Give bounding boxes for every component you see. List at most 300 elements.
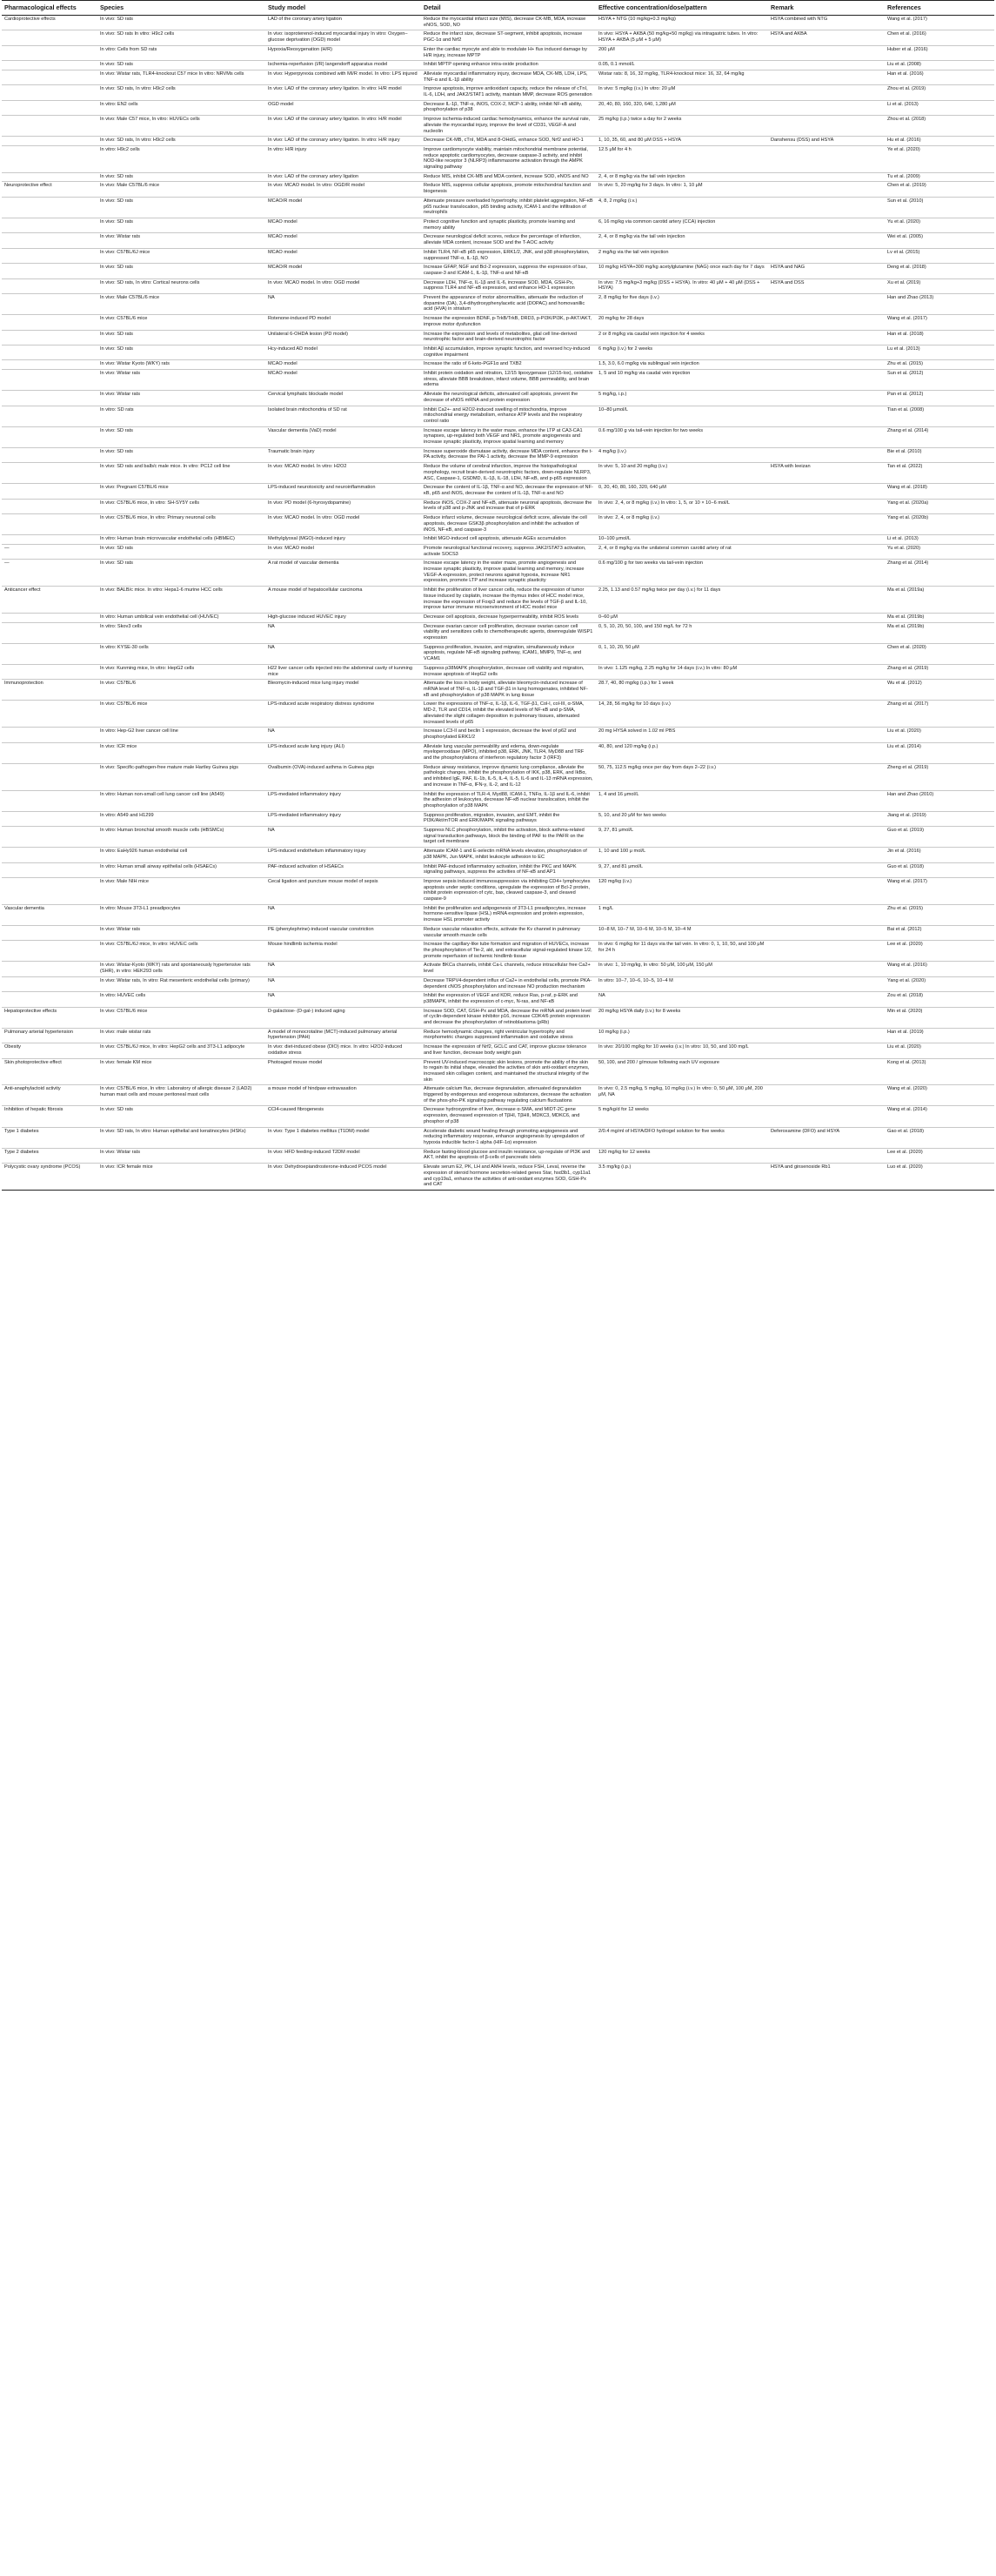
cell-reference: Kong et al. (2013): [885, 1058, 994, 1085]
cell-species: In vivo: female KM mice: [97, 1058, 265, 1085]
cell-detail: Attenuate ICAM-1 and E-selectin mRNA levels elevation, phosphorylation of p38 MAPK, Jun MAPK, inhibit leukocyte adhesion to EC: [421, 848, 596, 862]
cell-pharmacological-effect: [2, 278, 97, 293]
cell-reference: Sun et al. (2012): [885, 370, 994, 391]
cell-detail: Alleviate the neurological deficits, attenuated cell apoptosis, prevent the decrease of eNOS mRNA and protein expression: [421, 391, 596, 406]
cell-effective-dose: In vivo: HSYA + AKBA (50 mg/kg+50 mg/kg) via intragastric tubes. In vitro: HSYA + AKBA (5 μM + 5 μM): [596, 30, 768, 45]
cell-study-model: OGD model: [265, 100, 421, 115]
table-row: [2, 360, 994, 370]
table-row: [2, 370, 994, 391]
cell-species: In vivo: Wistar-Kyoto (WKY) rats and spontaneously hypertensive rats (SHR), in vitro: HEK293 cells: [97, 962, 265, 976]
cell-study-model: LPS-induced acute respiratory distress syndrome: [265, 701, 421, 728]
table-row: [2, 16, 994, 30]
cell-species: In vitro: Human brain microvascular endothelial cells (HBMEC): [97, 535, 265, 545]
cell-effective-dose: 28.7, 40, 80 mg/kg (i.p.) for 1 week: [596, 680, 768, 701]
cell-species: In vitro: Human umbilical vein endothelial cell (HUVEC): [97, 613, 265, 622]
cell-detail: Reduce hemodynamic changes, right ventricular hypertrophy and morphometric changes suppressed inflammation and oxidative stress: [421, 1028, 596, 1043]
cell-species: In vivo: SD rats: [97, 560, 265, 587]
cell-reference: Wang et al. (2017): [885, 16, 994, 30]
cell-species: In vivo: Kunming mice, In vitro: HepG2 cells: [97, 664, 265, 679]
cell-species: In vivo: C57BL/6J mice, In vitro: HepG2 cells and 3T3-L1 adipocyte: [97, 1043, 265, 1058]
cell-effective-dose: HSYA + NTG (10 mg/kg+0.3 mg/kg): [596, 16, 768, 30]
cell-study-model: Mouse hindlimb ischemia model: [265, 941, 421, 962]
header-row: [2, 1, 994, 16]
cell-study-model: In vivo: MCAO model: [265, 544, 421, 559]
cell-species: In vivo: Wistar Kyoto (WKY) rats: [97, 360, 265, 370]
cell-detail: Suppress NLC phosphorylation, inhibit the activation, block asthma-related signal transduction pathways, block the binding of PAF to the PAFR on the target cell membrane: [421, 827, 596, 848]
cell-species: In vitro: Cells from SD rats: [97, 45, 265, 60]
cell-detail: Reduce airway resistance, improve dynamic lung compliance, alleviate the pathologic changes, inhibit the phosphorylation of IKK, p38, ERK, and IkBα, and inhibited IgE, PAF, IL-1b, IL-5, IL-4, IL-5, IL-6 and IL-13 mRNA expression, and increase in TNF-α, IFN-γ, IL-2, and IL-12: [421, 763, 596, 790]
cell-detail: Attenuate the loss in body weight, alleviate bleomycin-induced increase of mRNA level of TNF-α, IL-1β and TGF-β1 in lung homogenates, inhibited NF-κB and phosphorylation of p38 MAPK in lung tissue: [421, 680, 596, 701]
cell-study-model: MCAO model: [265, 360, 421, 370]
table-row: [2, 197, 994, 218]
cell-remark: [768, 544, 885, 559]
cell-study-model: Photoaged mouse model: [265, 1058, 421, 1085]
cell-pharmacological-effect: [2, 330, 97, 345]
cell-remark: [768, 1043, 885, 1058]
table-row: [2, 233, 994, 248]
table-row: [2, 848, 994, 862]
cell-remark: [768, 1058, 885, 1085]
cell-reference: Wang et al. (2017): [885, 877, 994, 904]
table-row: [2, 728, 994, 742]
cell-effective-dose: 1.5, 3.0, 6.0 mg/kg via sublingual vein injection: [596, 360, 768, 370]
cell-study-model: a mouse model of hindpaw extravasation: [265, 1085, 421, 1106]
cell-detail: Inhibit MGO-induced cell apoptosis, attenuate AGEs accumulation: [421, 535, 596, 545]
cell-reference: Tian et al. (2008): [885, 406, 994, 426]
cell-pharmacological-effect: [2, 664, 97, 679]
cell-pharmacological-effect: [2, 315, 97, 330]
table-row: [2, 1028, 994, 1043]
cell-pharmacological-effect: [2, 848, 97, 862]
cell-remark: [768, 763, 885, 790]
cell-remark: [768, 406, 885, 426]
cell-study-model: In vivo: diet-induced obese (DIO) mice. In vitro: H2O2-induced oxidative stress: [265, 1043, 421, 1058]
cell-species: In vivo: C57BL/6 mice, In vitro: Laboratory of allergic disease 2 (LAD2) human mast cells and mouse peritoneal mast cells: [97, 1085, 265, 1106]
cell-species: In vivo: SD rats: [97, 197, 265, 218]
table-row: [2, 116, 994, 137]
cell-remark: [768, 862, 885, 877]
cell-remark: [768, 962, 885, 976]
cell-remark: [768, 370, 885, 391]
cell-effective-dose: NA: [596, 992, 768, 1007]
cell-remark: [768, 426, 885, 447]
cell-pharmacological-effect: Inhibition of hepatic fibrosis: [2, 1106, 97, 1127]
cell-reference: Lee et al. (2020): [885, 1148, 994, 1163]
cell-detail: Inhibit Aβ accumulation, improve synaptic function, and reversed hcy-induced cognitive impairment: [421, 345, 596, 359]
cell-study-model: MCAO/R model: [265, 264, 421, 278]
cell-detail: Reduce fasting-blood glucose and insulin resistance, up-regulate of PI3K and AKT, inhibit the apoptosis of β-cells of pancreatic islets: [421, 1148, 596, 1163]
cell-species: In vitro: EaHy926 human endothelial cell: [97, 848, 265, 862]
cell-pharmacological-effect: [2, 345, 97, 359]
cell-reference: Liu et al. (2020): [885, 728, 994, 742]
table-row: [2, 664, 994, 679]
cell-study-model: In vivo: HFD feeding-induced T2DM model: [265, 1148, 421, 1163]
cell-study-model: In vivo: isoproterenol-induced myocardial injury In vitro: Oxygen–glucose deprivation (OGD) model: [265, 30, 421, 45]
cell-reference: Lee et al. (2020): [885, 941, 994, 962]
cell-species: In vivo: BALB/c mice. In vitro: Hepa1-6 murine HCC cells: [97, 587, 265, 614]
cell-study-model: Hcy-induced AD model: [265, 345, 421, 359]
cell-reference: Zhou et al. (2018): [885, 116, 994, 137]
cell-effective-dose: 20, 40, 80, 160, 320, 640, 1,280 μM: [596, 100, 768, 115]
cell-study-model: Methylglyoxal (MGO)-induced injury: [265, 535, 421, 545]
cell-study-model: LPS-mediated inflammatory injury: [265, 811, 421, 826]
table-row: [2, 484, 994, 499]
cell-reference: Chen et al. (2016): [885, 30, 994, 45]
cell-study-model: NA: [265, 294, 421, 315]
cell-reference: Chen et al. (2019): [885, 182, 994, 197]
cell-species: In vitro: Human small airway epithelial cells (HSAECs): [97, 862, 265, 877]
cell-detail: Elevate serum E2, PK, LH and AMH levels, reduce FSH, Leval, reverse the expression of steroid hormone secretion-related genes Star, hsd3b1, cyp11a1 and cyp19a1, enhance the activities of anti-oxidant enzymes SOD, GSH-Px and CAT: [421, 1164, 596, 1191]
cell-pharmacological-effect: Anti-anaphylactoid activity: [2, 1085, 97, 1106]
cell-species: In vitro: Human non-small cell lung cancer cell line (A549): [97, 790, 265, 811]
cell-effective-dose: 5 mg/kg, i.p.): [596, 391, 768, 406]
cell-remark: [768, 904, 885, 925]
cell-effective-dose: In vivo: 7.5 mg/kg+3 mg/kg (DSS + HSYA). In vitro: 40 μM + 40 μM (DSS + HSYA): [596, 278, 768, 293]
cell-effective-dose: In vivo: 5 mg/kg (i.v.) In vitro: 20 μM: [596, 85, 768, 100]
table-row: [2, 1106, 994, 1127]
cell-reference: Ma et al. (2019a): [885, 587, 994, 614]
table-row: [2, 1164, 994, 1191]
cell-species: In vivo: Wistar rats: [97, 233, 265, 248]
cell-remark: [768, 499, 885, 513]
cell-species: In vivo: SD rats: [97, 61, 265, 70]
header-pharmacological-effects: Pharmacological effects: [2, 1, 97, 16]
cell-reference: Han et al. (2016): [885, 70, 994, 84]
table-row: [2, 1085, 994, 1106]
cell-reference: Liu et al. (2020): [885, 1043, 994, 1058]
cell-detail: Enter the cardiac myocyte and able to modulate H+ flux induced damage by H/R injury, increase MPTP: [421, 45, 596, 60]
cell-reference: Wang et al. (2017): [885, 315, 994, 330]
cell-reference: Ma et al. (2019b): [885, 613, 994, 622]
cell-detail: Increase the capillary-like tube formation and migration of HUVECs, increase the phosphorylation of Tie-2, akt, and extracellular signal-regulated kinase 1/2, promote reperfusion of ischemic hindlimb tissue: [421, 941, 596, 962]
cell-detail: Lower the expressions of TNF-α, IL-1β, IL-6, TGF-β1, Col-I, col-III, α-SMA, MD-2, TLR and CD14, inhibit the elevated levels of NF-κB and p-SMA, alleviated the slight collagen deposition in pulmonary tissues, attenuated increased levels of p65: [421, 701, 596, 728]
table-row: [2, 499, 994, 513]
cell-detail: Improve cardiomyocyte viability, maintain mitochondrial membrane potential, reduce apoptotic cardiomyocytes, decrease caspase-3 activity, and inhibit NOD-like receptor 3 (NLRP3) inflammasome activation through the AMPK signaling pathway: [421, 145, 596, 172]
cell-remark: [768, 941, 885, 962]
table-row: [2, 587, 994, 614]
cell-reference: Min et al. (2020): [885, 1007, 994, 1028]
table-row: [2, 941, 994, 962]
cell-detail: Decrease IL-1β, TNF-α, iNOS, COX-2, MCP-1 ability, inhibit NF-κB ability, phosphorylation of p38: [421, 100, 596, 115]
cell-detail: Inhibit the expression of TLR-4, Myd88, ICAM-1, TNFα, IL-1β and IL-6, inhibit the adhesion of leukocytes, decrease NF-κB nuclear translocation, inhibit the phosphorylation of p38 MAPK: [421, 790, 596, 811]
cell-study-model: PAF-induced activation of HSAECs: [265, 862, 421, 877]
cell-effective-dose: 10–100 μmol/L: [596, 535, 768, 545]
table-row: [2, 294, 994, 315]
cell-pharmacological-effect: Cardioprotective effects: [2, 16, 97, 30]
cell-reference: Gao et al. (2018): [885, 1127, 994, 1148]
table-row: [2, 514, 994, 535]
cell-study-model: LPS-mediated inflammatory injury: [265, 790, 421, 811]
cell-species: In vitro: SD rats: [97, 406, 265, 426]
cell-species: In vivo: Male C57 mice, In vitro: HUVECs cells: [97, 116, 265, 137]
cell-pharmacological-effect: [2, 406, 97, 426]
cell-pharmacological-effect: [2, 370, 97, 391]
cell-reference: Zhang et al. (2014): [885, 560, 994, 587]
cell-detail: Alleviate myocardial inflammatory injury, decrease MDA, CK-MB, LDH, LPS, TNF-α and IL-1β ability: [421, 70, 596, 84]
cell-effective-dose: 20 mg HYSA solved in 1.02 ml PBS: [596, 728, 768, 742]
cell-detail: Suppress p38MAPK phosphorylation, decrease cell viability and migration, increase apoptosis of HepG2 cells: [421, 664, 596, 679]
table-row: [2, 315, 994, 330]
table-row: [2, 535, 994, 545]
cell-effective-dose: 10–80 μmol/L: [596, 406, 768, 426]
cell-pharmacological-effect: —: [2, 560, 97, 587]
cell-detail: Improve sepsis induced immunosuppression via inhibiting CD4+ lymphocytes apoptosis under septic conditions, upregulate the expression of Bcl-2 protein, inhibit protein expression of cytc, bax, cleaved caspase-3, and cleaved caspase-9: [421, 877, 596, 904]
cell-species: In vitro: Skov3 cells: [97, 622, 265, 643]
cell-species: In vivo: Male C57BL/6 mice: [97, 294, 265, 315]
cell-species: In vitro: EN2 cells: [97, 100, 265, 115]
table-row: [2, 742, 994, 763]
table-row: [2, 544, 994, 559]
cell-effective-dose: 0, 5, 10, 20, 50, 100, and 150 mg/L for 72 h: [596, 622, 768, 643]
cell-detail: Reduce vascular relaxation effects, activate the Kv channel in pulmonary vascular smooth muscle cells: [421, 925, 596, 940]
cell-detail: Increase the expression of Nrf2, GCLC and CAT, improve glucose tolerance and liver function, decrease body weight gain: [421, 1043, 596, 1058]
cell-pharmacological-effect: [2, 613, 97, 622]
cell-detail: Inhibit PAF-induced inflammatory activation, inhibit the PKC and MAPK signaling pathways, suppress the activities of NF-κB and AP1: [421, 862, 596, 877]
cell-reference: Huber et al. (2016): [885, 45, 994, 60]
cell-detail: Decrease the content of IL-1β, TNF-α and NO, decrease the expression of NF-κB, p65 and iNOS, decrease the content of IL-1β, TNF-α and NO: [421, 484, 596, 499]
cell-effective-dose: In vivo: 5, 20 mg/kg for 3 days. In vitro: 1, 10 μM: [596, 182, 768, 197]
cell-study-model: In vivo: MCAO model. In vitro: OGD model: [265, 514, 421, 535]
cell-remark: [768, 45, 885, 60]
cell-detail: Increase the expression and levels of metabolites, glial cell line-derived neurotrophic factor and brain-derived neurotrophic factor: [421, 330, 596, 345]
cell-effective-dose: 5, 10, and 20 μM for two weeks: [596, 811, 768, 826]
cell-detail: Accelerate diabetic wound healing through promoting angiogenesis and reducing inflammatory response, enhance angiogenesis by upregulation of hypoxia inducible factor-1 alpha (HIF-1α) expression: [421, 1127, 596, 1148]
cell-reference: Yang et al. (2020a): [885, 499, 994, 513]
cell-effective-dose: Wistar rats: 8, 16, 32 mg/kg, TLR4-knockout mice: 16, 32, 64 mg/kg: [596, 70, 768, 84]
cell-reference: Zou et al. (2018): [885, 992, 994, 1007]
cell-study-model: Cervical lymphatic blockade model: [265, 391, 421, 406]
cell-reference: Zhang et al. (2017): [885, 701, 994, 728]
cell-pharmacological-effect: Pulmonary arterial hypertension: [2, 1028, 97, 1043]
cell-effective-dose: 2 or 8 mg/kg via caudal vein injection for 4 weeks: [596, 330, 768, 345]
cell-effective-dose: 2, 4, or 8 mg/kg via the tail vein injection: [596, 233, 768, 248]
cell-reference: Bai et al. (2012): [885, 925, 994, 940]
cell-study-model: NA: [265, 827, 421, 848]
cell-remark: [768, 1148, 885, 1163]
cell-study-model: In vivo: PD model (6-hyroxydopamine): [265, 499, 421, 513]
cell-detail: Inhibit the proliferation of liver cancer cells, reduce the expression of tumor tissue induced by cisplatin, increase the thymus index of HCC model mice, increase the expression of Foxp3 and reduce the levels of TGF-β and IL-10, improve tumor immune microenvironment of HCC model mice: [421, 587, 596, 614]
table-row: [2, 925, 994, 940]
cell-pharmacological-effect: [2, 941, 97, 962]
cell-effective-dose: 20 mg/kg for 28 days: [596, 315, 768, 330]
cell-study-model: LAD of the coronary artery ligation: [265, 16, 421, 30]
cell-effective-dose: 2 mg/kg via the tail vein injection: [596, 248, 768, 263]
cell-species: In vivo: SD rats, In vitro: Cortical neurons cells: [97, 278, 265, 293]
table-row: [2, 426, 994, 447]
cell-remark: [768, 70, 885, 84]
cell-species: In vivo: SD rats: [97, 544, 265, 559]
cell-species: In vivo: C57BL/6 mice: [97, 315, 265, 330]
cell-species: In vivo: SD rats: [97, 172, 265, 182]
cell-effective-dose: In vivo: 1.125 mg/kg, 2.25 mg/kg for 14 days (i.v.) In vitro: 80 μM: [596, 664, 768, 679]
cell-pharmacological-effect: [2, 728, 97, 742]
cell-pharmacological-effect: [2, 70, 97, 84]
cell-effective-dose: 0.05, 0.1 mmol/L: [596, 61, 768, 70]
cell-detail: Promote neurological functional recovery, suppress JAK2/STAT3 activation, activate SOCS3: [421, 544, 596, 559]
cell-reference: Guo et al. (2019): [885, 827, 994, 848]
cell-effective-dose: 14, 28, 56 mg/kg for 10 days (i.v.): [596, 701, 768, 728]
cell-effective-dose: 20 mg/kg HSYA daily (i.v.) for 8 weeks: [596, 1007, 768, 1028]
cell-pharmacological-effect: Type 1 diabetes: [2, 1127, 97, 1148]
cell-effective-dose: 10 mg/kg (i.p.): [596, 1028, 768, 1043]
cell-effective-dose: 25 mg/kg (i.p.) twice a day for 2 weeks: [596, 116, 768, 137]
cell-effective-dose: 10 mg/kg HSYA+300 mg/kg acetylglutamine (NAG) once each day for 7 days: [596, 264, 768, 278]
cell-pharmacological-effect: [2, 45, 97, 60]
cell-pharmacological-effect: [2, 535, 97, 545]
cell-pharmacological-effect: [2, 447, 97, 462]
cell-effective-dose: 5 mg/kg/d for 12 weeks: [596, 1106, 768, 1127]
cell-effective-dose: 2, 4, or 8 mg/kg via the tail vein injection: [596, 172, 768, 182]
cell-detail: Improve ischemia-induced cardiac hemodynamics, enhance the survival rate, alleviate the myocardial injury, improve the level of CD31, VEGF-A and nucleolin: [421, 116, 596, 137]
cell-pharmacological-effect: Obesity: [2, 1043, 97, 1058]
cell-remark: Deferoxamine (DFO) and HSYA: [768, 1127, 885, 1148]
cell-study-model: Cecal ligation and puncture mouse model of sepsis: [265, 877, 421, 904]
cell-reference: Bie et al. (2010): [885, 447, 994, 462]
cell-study-model: LPS-induced acute lung injury (ALI): [265, 742, 421, 763]
cell-remark: [768, 315, 885, 330]
cell-study-model: MCAO/R model: [265, 197, 421, 218]
cell-pharmacological-effect: [2, 172, 97, 182]
cell-effective-dose: In vivo: 20/100 mg/kg for 10 weeks (i.v.) In vitro: 10, 50, and 100 mg/L: [596, 1043, 768, 1058]
cell-effective-dose: 1 mg/L: [596, 904, 768, 925]
cell-pharmacological-effect: [2, 811, 97, 826]
cell-remark: [768, 992, 885, 1007]
cell-study-model: Isolated brain mitochondria of SD rat: [265, 406, 421, 426]
cell-study-model: PE (phenylephrine)-induced vascular constriction: [265, 925, 421, 940]
cell-detail: Decrease LDH, TNF-α, IL-1β and IL-6, increase SOD, MDA, GSH-Px, suppress TLR4 and NF-κB expression, and enhance HO-1 expression: [421, 278, 596, 293]
cell-remark: [768, 742, 885, 763]
table-row: [2, 560, 994, 587]
cell-effective-dose: 2, 8 mg/kg for five days (i.v.): [596, 294, 768, 315]
cell-species: In vivo: SD rats: [97, 447, 265, 462]
table-row: [2, 218, 994, 232]
cell-reference: Wei et al. (2005): [885, 233, 994, 248]
table-row: [2, 811, 994, 826]
cell-species: In vivo: Wistar rats: [97, 1148, 265, 1163]
cell-pharmacological-effect: [2, 976, 97, 991]
table-row: [2, 182, 994, 197]
cell-pharmacological-effect: [2, 137, 97, 146]
table-header: [2, 1, 994, 16]
cell-study-model: In vivo: Dehydroepiandrosterone-induced PCOS model: [265, 1164, 421, 1191]
cell-remark: HSYA and AKBA: [768, 30, 885, 45]
cell-remark: [768, 61, 885, 70]
cell-species: In vivo: SD rats: [97, 16, 265, 30]
cell-reference: Liu et al. (2014): [885, 742, 994, 763]
cell-species: In vivo: SD rats, In vitro: H9c2 cells: [97, 85, 265, 100]
cell-study-model: NA: [265, 992, 421, 1007]
cell-detail: Decrease neurological deficit scores, reduce the percentage of infarction, alleviate MDA content, increase SOD and the T-AOC activity: [421, 233, 596, 248]
cell-study-model: NA: [265, 976, 421, 991]
cell-pharmacological-effect: [2, 30, 97, 45]
cell-detail: Increase the ratio of 6-keto-PGF1α and TXB2: [421, 360, 596, 370]
cell-study-model: Unilateral 6-OHDA lesion (PD model): [265, 330, 421, 345]
cell-species: In vivo: male wistar rats: [97, 1028, 265, 1043]
cell-effective-dose: 6 mg/kg (i.v.) for 2 weeks: [596, 345, 768, 359]
cell-reference: Zhu et al. (2015): [885, 904, 994, 925]
cell-remark: HSYA and ginsenoside Rb1: [768, 1164, 885, 1191]
cell-remark: [768, 728, 885, 742]
cell-reference: Tan et al. (2022): [885, 463, 994, 484]
cell-species: In vitro: H9c2 cells: [97, 145, 265, 172]
cell-study-model: Bleomycin-induced mice lung injury model: [265, 680, 421, 701]
cell-study-model: NA: [265, 904, 421, 925]
cell-pharmacological-effect: [2, 360, 97, 370]
cell-reference: Zheng et al. (2019): [885, 763, 994, 790]
cell-effective-dose: 6, 16 mg/kg via common carotid artery (CCA) injection: [596, 218, 768, 232]
table-row: [2, 463, 994, 484]
cell-species: In vivo: SD rats: [97, 345, 265, 359]
cell-pharmacological-effect: [2, 877, 97, 904]
cell-detail: Activate BKCa channels, inhibit Ca-L channels, reduce intracellular free Ca2+ level: [421, 962, 596, 976]
cell-detail: Increase SOD, CAT, GSH-Px and MDA, decrease the mRNA and protein level of cyclin-dependent kinase inhibitor p16, increase CDK4/6 protein expression and decrease the phosphorylation of retinoblastoma (pRb): [421, 1007, 596, 1028]
cell-effective-dose: 12.5 μM for 4 h: [596, 145, 768, 172]
table-row: [2, 827, 994, 848]
cell-reference: Tu et al. (2009): [885, 172, 994, 182]
cell-remark: [768, 613, 885, 622]
cell-study-model: Hypoxia/Reoxygenation (H/R): [265, 45, 421, 60]
cell-remark: [768, 100, 885, 115]
table-row: [2, 345, 994, 359]
cell-pharmacological-effect: Skin photoprotective effect: [2, 1058, 97, 1085]
cell-remark: [768, 877, 885, 904]
cell-study-model: In vivo: MCAO model. In vitro: OGD/R model: [265, 182, 421, 197]
cell-detail: Protect cognitive function and synaptic plasticity, promote learning and memory ability: [421, 218, 596, 232]
cell-detail: Alleviate lung vascular permeability and edema, down-regulate myeloperoxidase (MPO), inhibited p38, ERK, JNK, TLR4, MyD88 and TRF and the phosphorylations of interferon regulatory factor 3 (IRF3): [421, 742, 596, 763]
cell-species: In vivo: SD rats: [97, 1106, 265, 1127]
cell-pharmacological-effect: Anticancer effect: [2, 587, 97, 614]
cell-reference: Chen et al. (2020): [885, 643, 994, 664]
table-row: [2, 391, 994, 406]
cell-study-model: MCAO model: [265, 370, 421, 391]
cell-effective-dose: 40, 80, and 120 mg/kg (i.p.): [596, 742, 768, 763]
cell-species: In vivo: SD rats In vitro: H9c2 cells: [97, 30, 265, 45]
cell-remark: [768, 1007, 885, 1028]
table-row: [2, 622, 994, 643]
table-row: [2, 1127, 994, 1148]
cell-remark: [768, 233, 885, 248]
cell-study-model: NA: [265, 962, 421, 976]
cell-remark: Danshensu (DSS) and HSYA: [768, 137, 885, 146]
cell-effective-dose: 2, 4, or 8 mg/kg via the unilateral common carotid artery of rat: [596, 544, 768, 559]
cell-remark: [768, 664, 885, 679]
cell-study-model: In vivo: MCAO model. In vitro: H2O2: [265, 463, 421, 484]
cell-reference: Li et al. (2013): [885, 535, 994, 545]
cell-remark: [768, 145, 885, 172]
table-row: [2, 613, 994, 622]
table-row: [2, 447, 994, 462]
cell-effective-dose: 0, 20, 40, 80, 160, 320, 640 μM: [596, 484, 768, 499]
cell-species: In vitro: HUVEC cells: [97, 992, 265, 1007]
cell-species: In vivo: Male C57BL/6 mice: [97, 182, 265, 197]
cell-pharmacological-effect: [2, 85, 97, 100]
cell-species: In vivo: ICR mice: [97, 742, 265, 763]
cell-effective-dose: 9, 27, and 81 μmol/L: [596, 862, 768, 877]
cell-detail: Attenuate calcium flux, decrease degranulation, attenuated degranulation triggered by endogenous and exogenous substances, decrease the activation of the phos-pho-PK signaling pathway regulating calcium fluctuations: [421, 1085, 596, 1106]
cell-effective-dose: 50, 100, and 200 / g/mouse following each UV exposure: [596, 1058, 768, 1085]
cell-pharmacological-effect: [2, 484, 97, 499]
cell-pharmacological-effect: [2, 514, 97, 535]
header-detail: Detail: [421, 1, 596, 16]
header-references: References: [885, 1, 994, 16]
cell-effective-dose: 1, 10 and 100 μ mol/L: [596, 848, 768, 862]
cell-detail: Suppress proliferation, migration, invasion, and EMT, inhibit the PI3K/Akt/mTOR and ERK/MAPK signaling pathways: [421, 811, 596, 826]
cell-reference: Hu et al. (2016): [885, 137, 994, 146]
header-species: Species: [97, 1, 265, 16]
cell-remark: [768, 294, 885, 315]
cell-study-model: Ischemia-reperfusion (I/R) langendorff apparatus model: [265, 61, 421, 70]
cell-remark: [768, 976, 885, 991]
